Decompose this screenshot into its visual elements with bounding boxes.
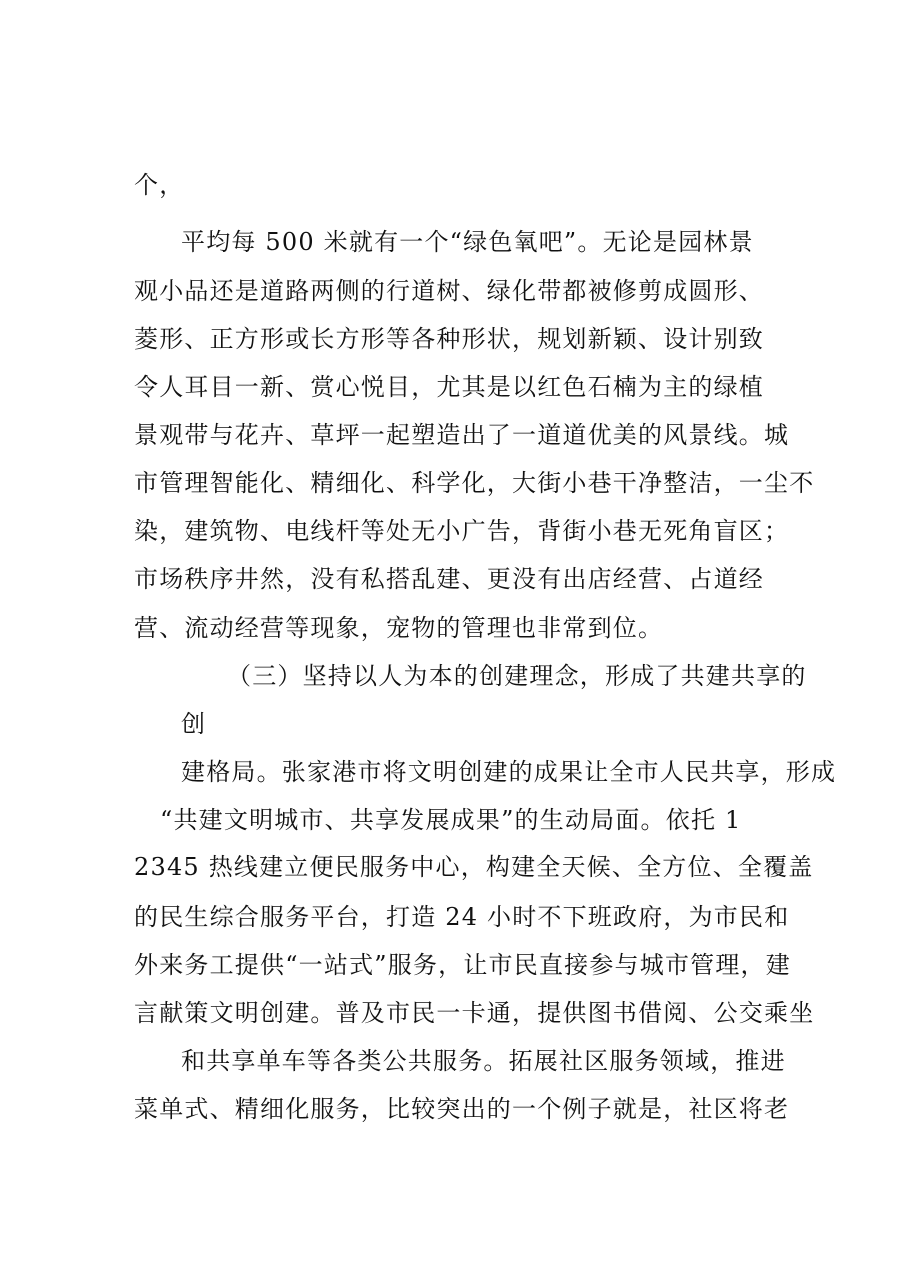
text-line: 个， [134,171,185,199]
text-line: 染，建筑物、电线杆等处无小广告，背街小巷无死角盲区； [134,517,790,545]
text-line: “共建文明城市、共享发展成果”的生动局面。依托 1 [160,806,742,834]
text-line: 创 [181,710,207,738]
text-line: 市管理智能化、精细化、科学化，大街小巷干净整洁，一尘不 [134,469,815,497]
text-line: 营、流动经营等现象，宠物的管理也非常到位。 [134,614,664,642]
text-line: 建格局。张家港市将文明创建的成果让全市人民共享，形成 [181,758,837,786]
text-line: 平均每 500 米就有一个“绿色氧吧”。无论是园林景 [181,228,754,256]
section-heading: （三）坚持以人为本的创建理念，形成了共建共享的 [227,662,807,690]
text-line: 2345 热线建立便民服务中心，构建全天候、全方位、全覆盖 [134,853,814,881]
text-line: 市场秩序井然，没有私搭乱建、更没有出店经营、占道经 [134,565,764,593]
text-line: 的民生综合服务平台，打造 24 小时不下班政府，为市民和 [134,903,790,931]
text-line: 外来务工提供“一站式”服务，让市民直接参与城市管理，建 [134,951,791,979]
text-line: 菱形、正方形或长方形等各种形状，规划新颖、设计别致 [134,325,764,353]
text-line: 令人耳目一新、赏心悦目，尤其是以红色石楠为主的绿植 [134,373,764,401]
text-line: 观小品还是道路两侧的行道树、绿化带都被修剪成圆形、 [134,277,764,305]
text-line: 和共享单车等各类公共服务。拓展社区服务领域，推进 [181,1047,786,1075]
text-line: 菜单式、精细化服务，比较突出的一个例子就是，社区将老 [134,1095,790,1123]
text-line: 言献策文明创建。普及市民一卡通，提供图书借阅、公交乘坐 [134,999,815,1027]
text-line: 景观带与花卉、草坪一起塑造出了一道道优美的风景线。城 [134,421,790,449]
